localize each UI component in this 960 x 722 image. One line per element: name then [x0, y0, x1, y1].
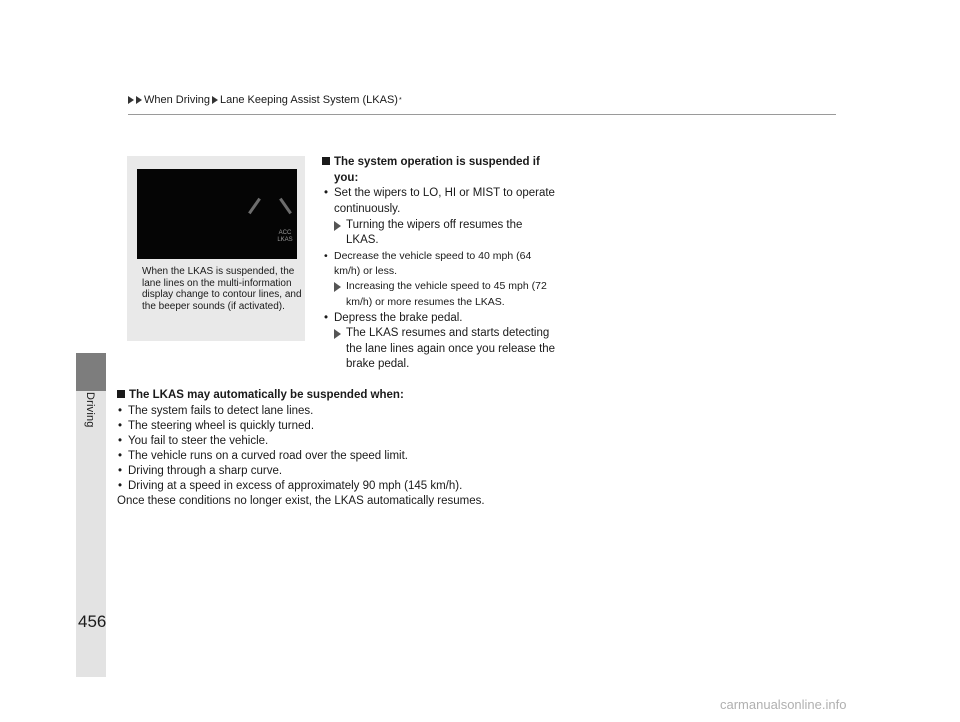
section1-heading: The system operation is suspended if	[322, 156, 540, 168]
sub-item-brake: The LKAS resumes and starts detecting	[346, 326, 549, 342]
list-item: • The system fails to detect lane lines.	[118, 405, 314, 417]
side-tab-label: Driving	[84, 392, 96, 428]
bullet-item-wipers: • Set the wipers to LO, HI or MIST to operate	[334, 186, 555, 202]
sub-item-speed-cont: km/h) or more resumes the LKAS.	[346, 296, 505, 308]
list-item: • You fail to steer the vehicle.	[118, 435, 269, 447]
bullet-item-brake: • Depress the brake pedal.	[334, 311, 463, 327]
list-item: • The vehicle runs on a curved road over the speed limit.	[118, 450, 408, 462]
bullet-item-speed: • Decrease the vehicle speed to 40 mph (64	[334, 249, 531, 265]
panel-caption: When the LKAS is suspended, the lane lines on the multi-information display change to contour lines, and the beeper sounds (if activated).	[142, 266, 302, 312]
arrow-icon	[136, 96, 142, 104]
square-bullet-icon	[117, 390, 125, 398]
breadcrumb-item-when-driving[interactable]: When Driving	[144, 94, 211, 106]
list-item: • Driving through a sharp curve.	[118, 465, 283, 477]
section2-footer: Once these conditions no longer exist, the LKAS automatically resumes.	[117, 495, 485, 507]
arrow-icon	[334, 282, 341, 292]
sub-item-speed: Increasing the vehicle speed to 45 mph (72	[346, 279, 547, 295]
sub-item-wipers-cont: LKAS.	[346, 234, 379, 246]
display-lkas-label: LKAS	[277, 237, 293, 243]
bullet-item-wipers-cont: continuously.	[334, 203, 401, 215]
arrow-icon	[212, 96, 218, 104]
bullet-dot: •	[324, 250, 328, 262]
bullet-dot: •	[324, 312, 329, 324]
square-bullet-icon	[322, 157, 330, 165]
list-item: • The steering wheel is quickly turned.	[118, 420, 315, 432]
bullet-dot: •	[324, 187, 329, 199]
bullet-item-speed-cont: km/h) or less.	[334, 265, 398, 277]
breadcrumb	[128, 94, 402, 106]
side-tab-marker	[76, 353, 106, 391]
page-number: 456	[78, 612, 107, 631]
footnote-marker: *	[398, 96, 402, 104]
sub-item-brake-cont2: brake pedal.	[346, 358, 410, 370]
watermark: carmanualsonline.info	[720, 697, 847, 712]
section1-heading-cont: you:	[334, 172, 359, 184]
arrow-icon	[334, 329, 341, 339]
sub-item-brake-cont1: the lane lines again once you release the	[346, 343, 556, 355]
side-tab	[76, 391, 106, 677]
header-rule	[128, 114, 836, 115]
lkas-display-image	[137, 169, 297, 259]
display-acc-label: ACC	[278, 230, 292, 236]
breadcrumb-item-lkas[interactable]: Lane Keeping Assist System (LKAS)	[220, 94, 398, 106]
arrow-icon	[128, 96, 134, 104]
sub-item-wipers: Turning the wipers off resumes the	[346, 218, 522, 234]
arrow-icon	[334, 221, 341, 231]
list-item: • Driving at a speed in excess of approximately 90 mph (145 km/h).	[118, 480, 463, 492]
section2-heading: The LKAS may automatically be suspended when:	[117, 389, 404, 401]
